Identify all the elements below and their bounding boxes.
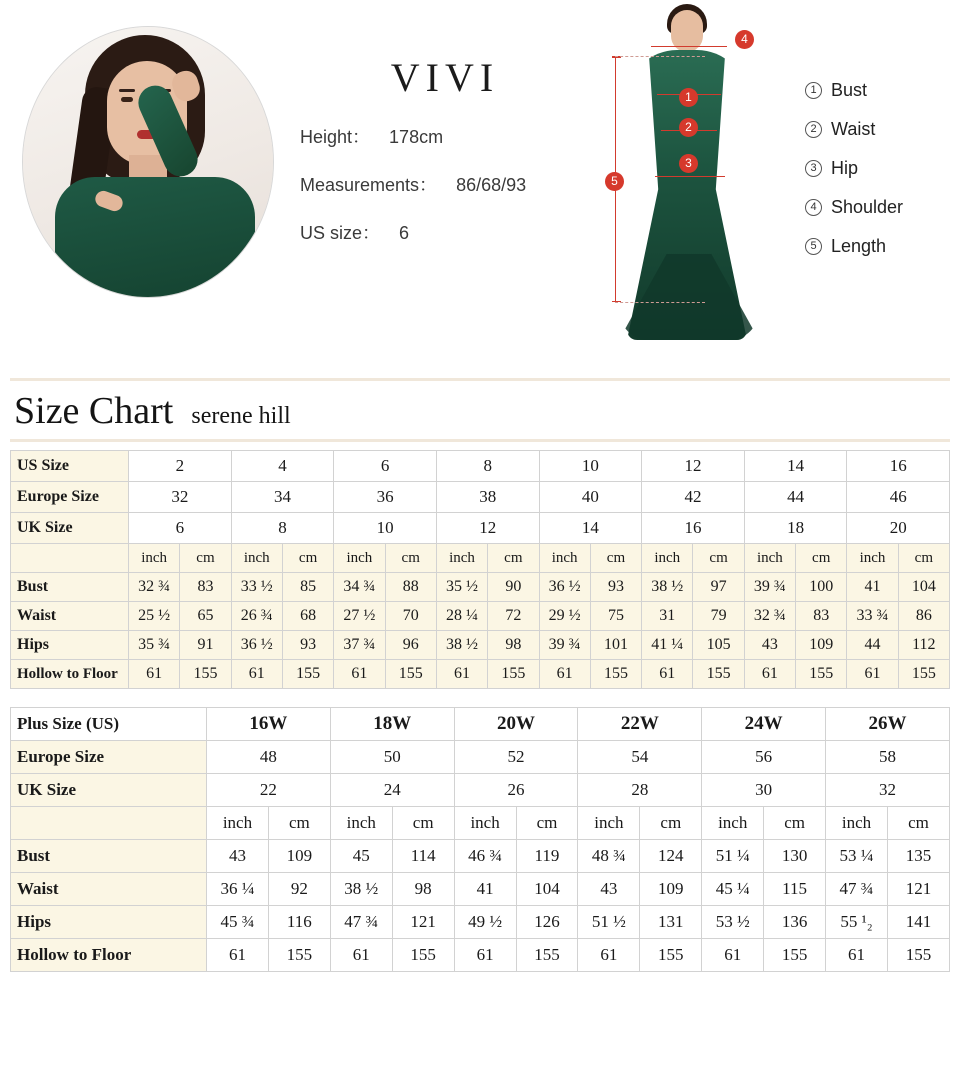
plus-cell-us-26w: 26W <box>826 708 950 741</box>
plus-cell-uk-22: 22 <box>207 774 331 807</box>
row-label-uk-size: UK Size <box>11 513 129 544</box>
hollow-inch-6: 61 <box>642 660 693 689</box>
plus-cell-us-18w: 18W <box>330 708 454 741</box>
plus-hollow-cm-3: 155 <box>516 939 578 972</box>
unit-inch-7: inch <box>744 544 795 573</box>
hip-measure-line <box>655 176 725 177</box>
cell-eu-34: 34 <box>231 482 334 513</box>
bust-cm-4: 90 <box>488 573 539 602</box>
plus-waist-inch-6: 47 ¾ <box>826 873 888 906</box>
hollow-inch-5: 61 <box>539 660 590 689</box>
cell-uk-20: 20 <box>847 513 950 544</box>
plus-hips-inch-6: 55 ¹₂ <box>826 906 888 939</box>
hips-cm-3: 96 <box>385 631 436 660</box>
spec-measurements-value: 86/68/93 <box>456 175 527 195</box>
plus-hips-inch-1: 45 ¾ <box>207 906 269 939</box>
bust-cm-1: 83 <box>180 573 231 602</box>
plus-row-label-hollow: Hollow to Floor <box>11 939 207 972</box>
spec-measurements-label: Measurements： <box>300 175 438 195</box>
plus-unit-cm-6: cm <box>887 807 949 840</box>
table-row-waist <box>11 602 950 631</box>
hips-inch-3: 37 ¾ <box>334 631 385 660</box>
cell-us-12: 12 <box>642 451 745 482</box>
hollow-cm-5: 155 <box>590 660 641 689</box>
hips-cm-6: 105 <box>693 631 744 660</box>
plus-row-hollow-to-floor <box>11 939 950 972</box>
plus-cell-eu-54: 54 <box>578 741 702 774</box>
spec-height <box>300 123 580 149</box>
plus-row-label-us: Plus Size (US) <box>11 708 207 741</box>
cell-uk-14: 14 <box>539 513 642 544</box>
unit-cm-3: cm <box>385 544 436 573</box>
unit-cm-7: cm <box>796 544 847 573</box>
legend-num-4: 4 <box>805 199 822 216</box>
plus-waist-inch-1: 36 ¼ <box>207 873 269 906</box>
legend-item-waist <box>805 119 903 140</box>
plus-hips-inch-4: 51 ½ <box>578 906 640 939</box>
plus-hollow-inch-5: 61 <box>702 939 764 972</box>
waist-inch-5: 29 ½ <box>539 602 590 631</box>
hollow-cm-8: 155 <box>898 660 949 689</box>
legend-num-2: 2 <box>805 121 822 138</box>
plus-cell-us-22w: 22W <box>578 708 702 741</box>
cell-eu-38: 38 <box>436 482 539 513</box>
header-section <box>0 0 960 372</box>
plus-bust-inch-6: 53 ¼ <box>826 840 888 873</box>
legend-label-shoulder: Shoulder <box>831 197 904 217</box>
table-row-bust <box>11 573 950 602</box>
cell-eu-40: 40 <box>539 482 642 513</box>
table-row-us-size <box>11 451 950 482</box>
cell-uk-10: 10 <box>334 513 437 544</box>
plus-hollow-inch-6: 61 <box>826 939 888 972</box>
row-label-hips: Hips <box>11 631 129 660</box>
plus-cell-uk-26: 26 <box>454 774 578 807</box>
plus-cell-eu-56: 56 <box>702 741 826 774</box>
unit-row-spacer <box>11 544 129 573</box>
hips-inch-1: 35 ¾ <box>129 631 180 660</box>
unit-inch-5: inch <box>539 544 590 573</box>
cell-eu-32: 32 <box>129 482 232 513</box>
waist-inch-8: 33 ¾ <box>847 602 898 631</box>
hips-cm-2: 93 <box>282 631 333 660</box>
brand-info <box>300 54 580 245</box>
plus-waist-inch-2: 38 ½ <box>330 873 392 906</box>
bust-inch-1: 32 ¾ <box>129 573 180 602</box>
cell-us-14: 14 <box>744 451 847 482</box>
plus-unit-spacer <box>11 807 207 840</box>
row-label-us-size: US Size <box>11 451 129 482</box>
cell-uk-12: 12 <box>436 513 539 544</box>
plus-cell-us-24w: 24W <box>702 708 826 741</box>
hollow-cm-4: 155 <box>488 660 539 689</box>
waist-cm-3: 70 <box>385 602 436 631</box>
plus-unit-inch-6: inch <box>826 807 888 840</box>
plus-cell-eu-52: 52 <box>454 741 578 774</box>
standard-size-table <box>10 450 950 689</box>
page-title: Size Chart <box>14 390 174 432</box>
bust-inch-5: 36 ½ <box>539 573 590 602</box>
legend-num-1: 1 <box>805 82 822 99</box>
hollow-inch-4: 61 <box>436 660 487 689</box>
plus-row-label-uk: UK Size <box>11 774 207 807</box>
plus-hips-cm-5: 136 <box>764 906 826 939</box>
hollow-inch-8: 61 <box>847 660 898 689</box>
plus-unit-inch-2: inch <box>330 807 392 840</box>
plus-unit-inch-1: inch <box>207 807 269 840</box>
table-row-hollow-to-floor <box>11 660 950 689</box>
plus-hollow-cm-2: 155 <box>392 939 454 972</box>
unit-inch-1: inch <box>129 544 180 573</box>
plus-cell-uk-28: 28 <box>578 774 702 807</box>
bust-inch-2: 33 ½ <box>231 573 282 602</box>
cell-us-6: 6 <box>334 451 437 482</box>
plus-hips-cm-3: 126 <box>516 906 578 939</box>
plus-size-table <box>10 707 950 972</box>
plus-row-bust <box>11 840 950 873</box>
bust-cm-3: 88 <box>385 573 436 602</box>
hips-cm-5: 101 <box>590 631 641 660</box>
waist-cm-7: 83 <box>796 602 847 631</box>
spec-us-size-label: US size： <box>300 223 381 243</box>
size-chart-title-band <box>0 378 960 442</box>
row-label-bust: Bust <box>11 573 129 602</box>
waist-inch-1: 25 ½ <box>129 602 180 631</box>
plus-row-label-eu: Europe Size <box>11 741 207 774</box>
bust-cm-2: 85 <box>282 573 333 602</box>
model-portrait-illustration <box>23 27 273 297</box>
measurement-legend <box>805 80 903 275</box>
plus-row-hips <box>11 906 950 939</box>
plus-bust-cm-2: 114 <box>392 840 454 873</box>
plus-cell-us-20w: 20W <box>454 708 578 741</box>
title-divider <box>10 378 950 381</box>
plus-bust-inch-3: 46 ¾ <box>454 840 516 873</box>
legend-num-5: 5 <box>805 238 822 255</box>
plus-unit-inch-3: inch <box>454 807 516 840</box>
waist-cm-5: 75 <box>590 602 641 631</box>
bust-inch-8: 41 <box>847 573 898 602</box>
hollow-inch-1: 61 <box>129 660 180 689</box>
unit-cm-6: cm <box>693 544 744 573</box>
hips-cm-7: 109 <box>796 631 847 660</box>
diagram-marker-shoulder: 4 <box>735 30 754 49</box>
bust-cm-5: 93 <box>590 573 641 602</box>
plus-waist-inch-3: 41 <box>454 873 516 906</box>
hips-inch-7: 43 <box>744 631 795 660</box>
legend-num-3: 3 <box>805 160 822 177</box>
unit-inch-8: inch <box>847 544 898 573</box>
plus-hips-inch-5: 53 ½ <box>702 906 764 939</box>
model-photo <box>22 26 274 298</box>
cell-uk-8: 8 <box>231 513 334 544</box>
plus-hips-cm-4: 131 <box>640 906 702 939</box>
plus-cell-eu-50: 50 <box>330 741 454 774</box>
unit-cm-2: cm <box>282 544 333 573</box>
waist-cm-4: 72 <box>488 602 539 631</box>
waist-cm-8: 86 <box>898 602 949 631</box>
plus-row-us-size <box>11 708 950 741</box>
legend-item-hip <box>805 158 903 179</box>
unit-inch-2: inch <box>231 544 282 573</box>
plus-unit-cm-1: cm <box>268 807 330 840</box>
plus-waist-cm-2: 98 <box>392 873 454 906</box>
diagram-marker-length: 5 <box>605 172 624 191</box>
plus-waist-inch-4: 43 <box>578 873 640 906</box>
plus-hips-cm-2: 121 <box>392 906 454 939</box>
plus-hollow-inch-1: 61 <box>207 939 269 972</box>
plus-unit-cm-3: cm <box>516 807 578 840</box>
plus-hollow-inch-3: 61 <box>454 939 516 972</box>
plus-cell-eu-58: 58 <box>826 741 950 774</box>
hollow-inch-3: 61 <box>334 660 385 689</box>
cell-us-10: 10 <box>539 451 642 482</box>
bust-inch-4: 35 ½ <box>436 573 487 602</box>
bust-cm-8: 104 <box>898 573 949 602</box>
plus-bust-inch-2: 45 <box>330 840 392 873</box>
plus-bust-inch-1: 43 <box>207 840 269 873</box>
plus-unit-cm-2: cm <box>392 807 454 840</box>
plus-row-label-waist: Waist <box>11 873 207 906</box>
cell-us-4: 4 <box>231 451 334 482</box>
waist-inch-6: 31 <box>642 602 693 631</box>
hips-inch-2: 36 ½ <box>231 631 282 660</box>
plus-waist-inch-5: 45 ¼ <box>702 873 764 906</box>
spec-height-label: Height： <box>300 127 371 147</box>
cell-us-8: 8 <box>436 451 539 482</box>
plus-cell-uk-24: 24 <box>330 774 454 807</box>
cell-us-2: 2 <box>129 451 232 482</box>
table-row-uk-size <box>11 513 950 544</box>
spec-measurements <box>300 171 580 197</box>
plus-row-label-hips: Hips <box>11 906 207 939</box>
hollow-cm-3: 155 <box>385 660 436 689</box>
legend-label-bust: Bust <box>831 80 868 100</box>
plus-hollow-cm-5: 155 <box>764 939 826 972</box>
plus-row-uk-size <box>11 774 950 807</box>
spec-us-size <box>300 219 580 245</box>
waist-cm-2: 68 <box>282 602 333 631</box>
table-row-hips <box>11 631 950 660</box>
legend-label-waist: Waist <box>831 119 876 139</box>
unit-cm-8: cm <box>898 544 949 573</box>
legend-label-length: Length <box>831 236 887 256</box>
diagram-marker-bust: 1 <box>679 88 698 107</box>
hips-cm-1: 91 <box>180 631 231 660</box>
plus-hollow-cm-4: 155 <box>640 939 702 972</box>
waist-inch-7: 32 ¾ <box>744 602 795 631</box>
plus-bust-cm-1: 109 <box>268 840 330 873</box>
plus-hollow-inch-2: 61 <box>330 939 392 972</box>
cell-eu-42: 42 <box>642 482 745 513</box>
plus-row-label-bust: Bust <box>11 840 207 873</box>
row-label-europe-size: Europe Size <box>11 482 129 513</box>
unit-cm-5: cm <box>590 544 641 573</box>
legend-item-length <box>805 236 903 257</box>
hollow-cm-7: 155 <box>796 660 847 689</box>
waist-cm-1: 65 <box>180 602 231 631</box>
hollow-inch-7: 61 <box>744 660 795 689</box>
waist-cm-6: 79 <box>693 602 744 631</box>
row-label-hollow-to-floor: Hollow to Floor <box>11 660 129 689</box>
spec-height-value: 178cm <box>389 127 444 147</box>
plus-bust-cm-6: 135 <box>887 840 949 873</box>
hollow-inch-2: 61 <box>231 660 282 689</box>
plus-unit-inch-4: inch <box>578 807 640 840</box>
plus-waist-cm-4: 109 <box>640 873 702 906</box>
page-subtitle: serene hill <box>191 403 291 429</box>
bust-inch-6: 38 ½ <box>642 573 693 602</box>
table-row-europe-size <box>11 482 950 513</box>
plus-waist-cm-6: 121 <box>887 873 949 906</box>
cell-us-16: 16 <box>847 451 950 482</box>
plus-row-europe-size <box>11 741 950 774</box>
plus-unit-cm-4: cm <box>640 807 702 840</box>
plus-waist-cm-1: 92 <box>268 873 330 906</box>
plus-bust-inch-4: 48 ¾ <box>578 840 640 873</box>
plus-hips-cm-1: 116 <box>268 906 330 939</box>
unit-inch-6: inch <box>642 544 693 573</box>
plus-hollow-inch-4: 61 <box>578 939 640 972</box>
plus-unit-inch-5: inch <box>702 807 764 840</box>
bust-inch-7: 39 ¾ <box>744 573 795 602</box>
hips-inch-8: 44 <box>847 631 898 660</box>
plus-waist-cm-3: 104 <box>516 873 578 906</box>
hips-inch-6: 41 ¼ <box>642 631 693 660</box>
legend-label-hip: Hip <box>831 158 859 178</box>
shoulder-measure-line <box>651 46 727 47</box>
hips-inch-5: 39 ¾ <box>539 631 590 660</box>
plus-hollow-cm-1: 155 <box>268 939 330 972</box>
plus-row-waist <box>11 873 950 906</box>
plus-cell-eu-48: 48 <box>207 741 331 774</box>
plus-hips-inch-3: 49 ½ <box>454 906 516 939</box>
bust-cm-6: 97 <box>693 573 744 602</box>
plus-unit-cm-5: cm <box>764 807 826 840</box>
spec-us-size-value: 6 <box>399 223 410 243</box>
hollow-cm-2: 155 <box>282 660 333 689</box>
hollow-cm-1: 155 <box>180 660 231 689</box>
plus-cell-us-16w: 16W <box>207 708 331 741</box>
plus-cell-uk-32: 32 <box>826 774 950 807</box>
hollow-cm-6: 155 <box>693 660 744 689</box>
hips-cm-4: 98 <box>488 631 539 660</box>
cell-eu-44: 44 <box>744 482 847 513</box>
unit-cm-1: cm <box>180 544 231 573</box>
hips-cm-8: 112 <box>898 631 949 660</box>
title-divider-bottom <box>10 439 950 442</box>
waist-inch-2: 26 ¾ <box>231 602 282 631</box>
waist-inch-3: 27 ½ <box>334 602 385 631</box>
cell-uk-16: 16 <box>642 513 745 544</box>
plus-waist-cm-5: 115 <box>764 873 826 906</box>
plus-bust-cm-5: 130 <box>764 840 826 873</box>
bust-cm-7: 100 <box>796 573 847 602</box>
plus-row-units <box>11 807 950 840</box>
table-row-units <box>11 544 950 573</box>
plus-hips-cm-6: 141 <box>887 906 949 939</box>
waist-inch-4: 28 ¼ <box>436 602 487 631</box>
legend-item-shoulder <box>805 197 903 218</box>
unit-inch-3: inch <box>334 544 385 573</box>
cell-eu-36: 36 <box>334 482 437 513</box>
legend-item-bust <box>805 80 903 101</box>
hips-inch-4: 38 ½ <box>436 631 487 660</box>
diagram-marker-hip: 3 <box>679 154 698 173</box>
unit-inch-4: inch <box>436 544 487 573</box>
measurement-diagram <box>575 4 805 354</box>
table-gap <box>0 689 960 707</box>
cell-uk-18: 18 <box>744 513 847 544</box>
bust-inch-3: 34 ¾ <box>334 573 385 602</box>
plus-bust-cm-3: 119 <box>516 840 578 873</box>
plus-cell-uk-30: 30 <box>702 774 826 807</box>
row-label-waist: Waist <box>11 602 129 631</box>
unit-cm-4: cm <box>488 544 539 573</box>
cell-eu-46: 46 <box>847 482 950 513</box>
plus-hollow-cm-6: 155 <box>887 939 949 972</box>
plus-bust-cm-4: 124 <box>640 840 702 873</box>
plus-hips-inch-2: 47 ¾ <box>330 906 392 939</box>
plus-bust-inch-5: 51 ¼ <box>702 840 764 873</box>
cell-uk-6: 6 <box>129 513 232 544</box>
brand-name: VIVI <box>390 55 500 100</box>
diagram-marker-waist: 2 <box>679 118 698 137</box>
